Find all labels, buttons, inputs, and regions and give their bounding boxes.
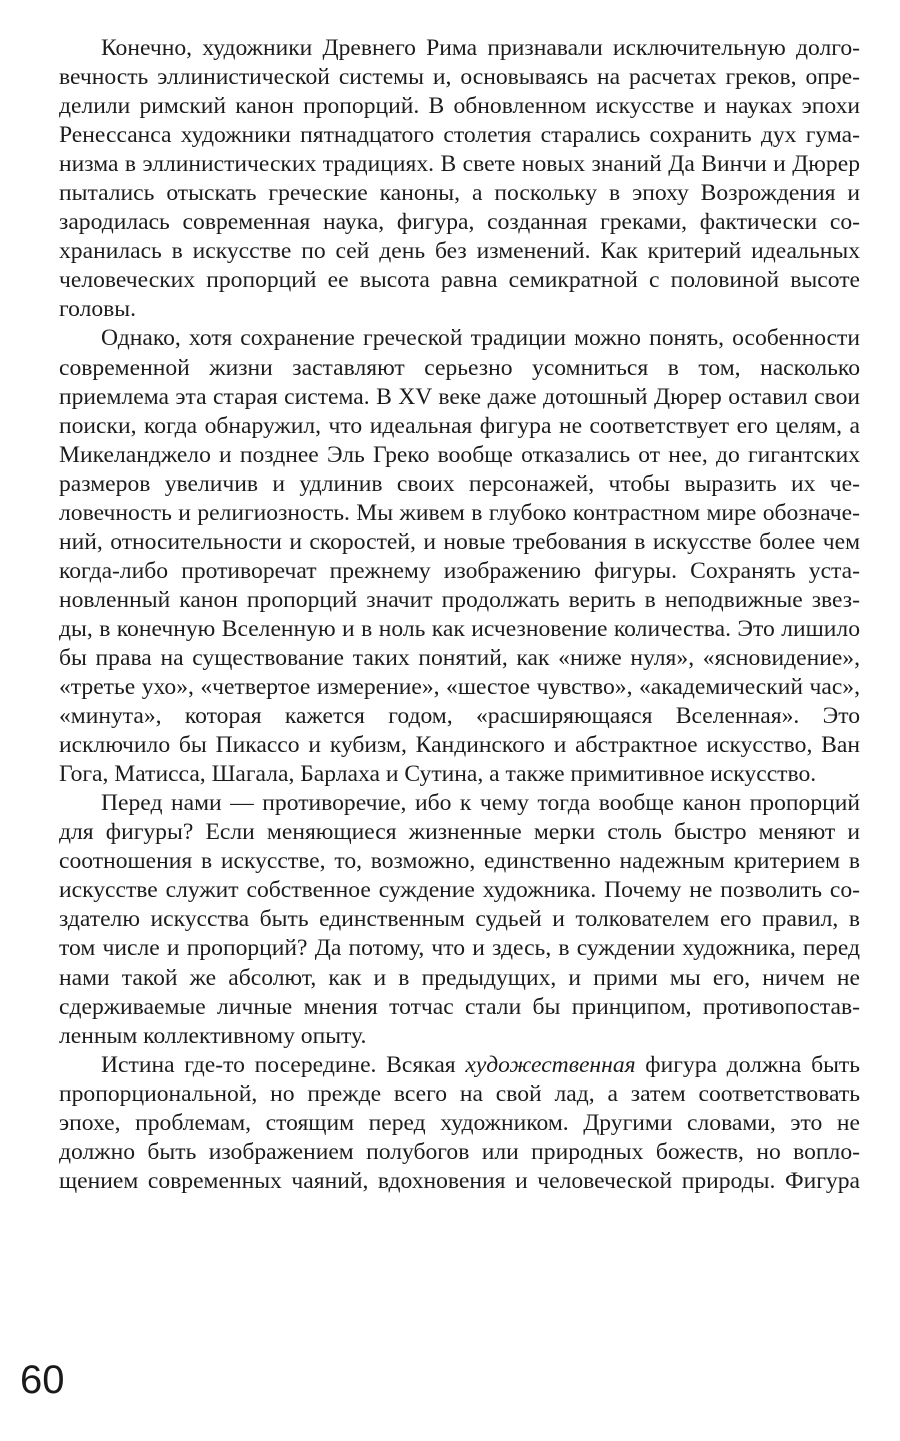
paragraph-3: Перед нами — противоречие, ибо к чему тогда вообще канон пропорций для фигуры? Если меняющиеся жизненные мерки столь быстро меняют и соотношения в искусстве, то, возможно, единственно надежным критерием в искусстве служит собственное суждение художника. Почему не позволить создателю искусства быть единственным судьей и толкователем его правил, в том числе и пропорций? Да потому, что и здесь, в суждении художника, перед нами такой же абсолют, как и в предыдущих, и прими мы его, ничем не сдерживаемые личные мнения тотчас стали бы принципом, противопоставленным коллективному опыту. — [59, 790, 860, 1049]
paragraph-4-start: Истина где-то посередине. Всякая — [101, 1051, 466, 1078]
paragraph-4 — [59, 1051, 860, 1196]
page-body — [59, 34, 860, 1196]
page-number: 60 — [20, 1358, 65, 1402]
paragraph-4-rest: фигура должна быть пропорциональной, но прежде всего на свой лад, а затем соответствовать эпохе, проблемам, стоящим перед художником. Другими словами, это не должно быть изображением полубогов или природных божеств, но воплощением современных чаяний, вдохновения и человеческой природы. Фигура — [59, 1051, 860, 1194]
paragraph-2: Однако, хотя сохранение греческой традиции можно понять, особенности современной жизни заставляют серьезно усомниться в том, насколько приемлема эта старая система. В XV веке даже дотошный Дюрер оставил свои поиски, когда обнаружил, что идеальная фигура не соответствует его целям, а Микеланджело и позднее Эль Греко вообще отказались от нее, до гигантских размеров увеличив и удлинив своих персонажей, чтобы выразить их человечность и религиозность. Мы живем в глубоко контрастном мире обозначений, относительности и скоростей, и новые требования в искусстве более чем когда-либо противоречат прежнему изображению фигуры. Сохранять установленный канон пропорций значит продолжать верить в неподвижные звезды, в конечную Вселенную и в ноль как исчезновение количества. Это лишило бы права на существование таких понятий, как «ниже нуля», «ясновидение», «третье ухо», «четвертое измерение», «шестое чувство», «академический час», «минута», которая кажется годом, «расширяющаяся Вселенная». Это исключило бы Пикассо и кубизм, Кандинского и абстрактное искусство, Ван Гога, Матисса, Шагала, Барлаха и Сутина, а также примитивное искусство. — [59, 325, 860, 788]
emphasized-word: художественная — [465, 1051, 636, 1078]
paragraph-1: Конечно, художники Древнего Рима признавали исключительную долговечность эллинистической системы и, основываясь на расчетах греков, определили римский канон пропорций. В обновленном искусстве и науках эпохи Ренессанса художники пятнадцатого столетия старались сохранить дух гуманизма в эллинистических традициях. В свете новых знаний Да Винчи и Дюрер пытались отыскать греческие каноны, а поскольку в эпоху Возрождения и зародилась современная наука, фигура, созданная греками, фактически сохранилась в искусстве по сей день без изменений. Как критерий идеальных человеческих пропорций ее высота равна семикратной с половиной высоте головы. — [59, 35, 860, 323]
